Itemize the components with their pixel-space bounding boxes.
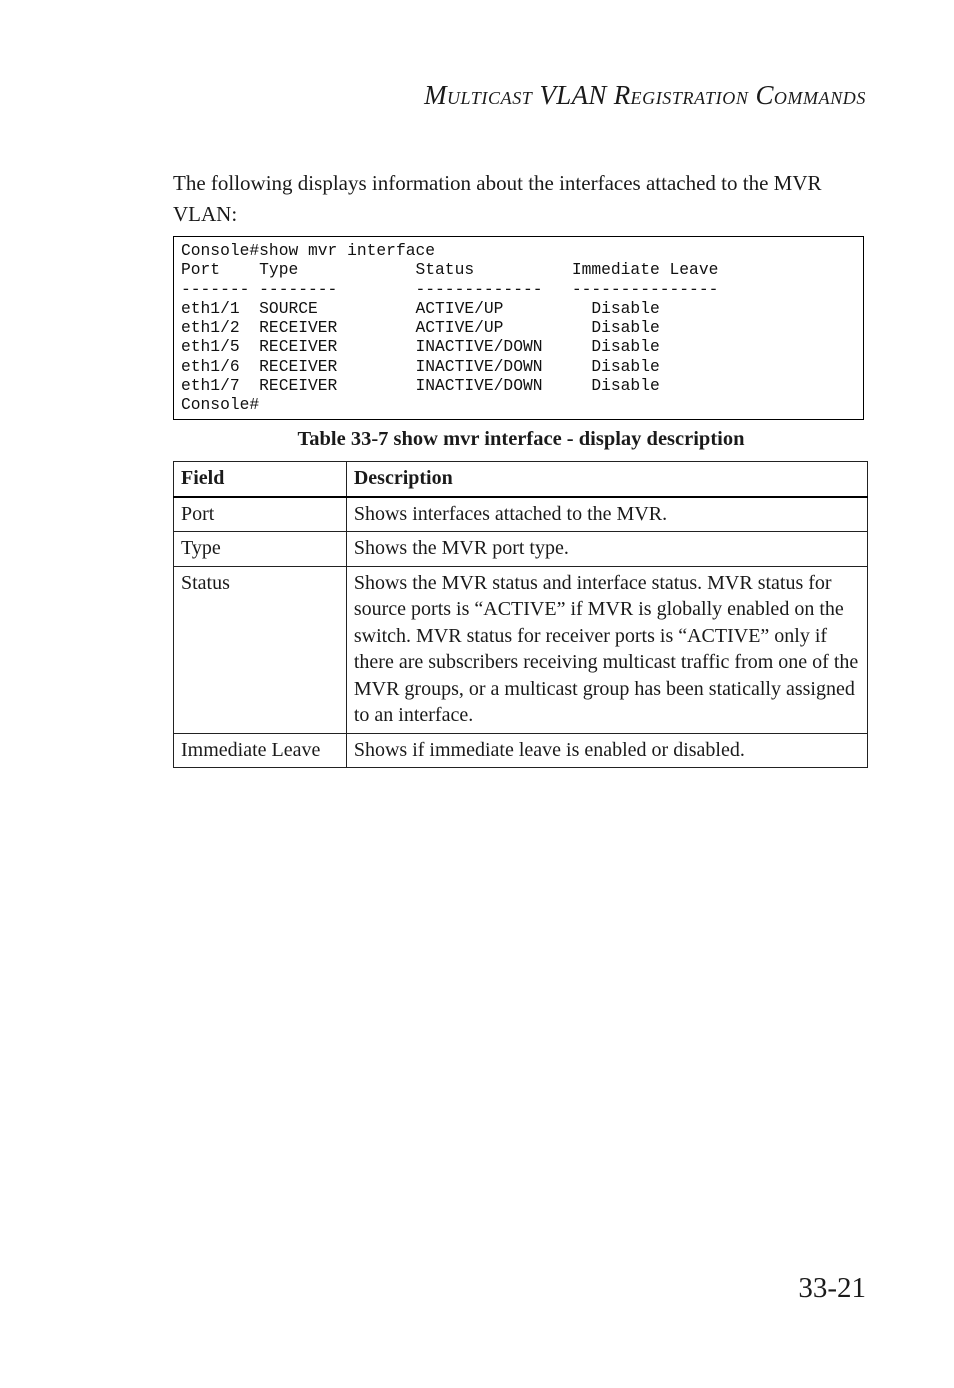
running-header xyxy=(424,80,866,111)
description-cell: Shows the MVR status and interface status. MVR status for source ports is “ACTIVE” if MVR is globally enabled on the switch. MVR status for receiver ports is “ACTIVE” only if there are subscribers receiving multicast traffic from one of the MVR groups, or a multicast group has been statically assigned to an interface. xyxy=(346,566,867,733)
intro-paragraph: The following displays information about the interfaces attached to the MVR VLAN: xyxy=(173,171,822,226)
console-output-box xyxy=(173,236,864,420)
column-header-field: Field xyxy=(174,462,347,497)
console-line: ------- -------- ------------- --------------- xyxy=(181,279,719,299)
column-header-description: Description xyxy=(346,462,867,497)
console-output xyxy=(181,241,863,415)
table-row xyxy=(174,497,868,532)
console-line: Console# xyxy=(181,395,260,415)
description-cell: Shows the MVR port type. xyxy=(346,532,867,567)
table-header-row xyxy=(174,462,868,497)
table-row xyxy=(174,532,868,567)
running-header-segment: M xyxy=(424,80,447,110)
console-line: eth1/7 RECEIVER INACTIVE/DOWN Disable xyxy=(181,376,660,396)
table-row xyxy=(174,733,868,768)
field-cell: Immediate Leave xyxy=(174,733,347,768)
console-line: eth1/2 RECEIVER ACTIVE/UP Disable xyxy=(181,318,660,338)
description-table xyxy=(173,461,868,768)
console-line: eth1/5 RECEIVER INACTIVE/DOWN Disable xyxy=(181,337,660,357)
console-line: Console#show mvr interface xyxy=(181,241,436,260)
description-cell: Shows interfaces attached to the MVR. xyxy=(346,497,867,532)
running-header-segment: C xyxy=(748,80,774,110)
table-caption: Table 33-7 show mvr interface - display description xyxy=(297,428,745,450)
running-header-segment: EGISTRATION xyxy=(630,88,749,108)
console-line: eth1/6 RECEIVER INACTIVE/DOWN Disable xyxy=(181,356,660,376)
field-cell: Port xyxy=(174,497,347,532)
running-header-segment: VLAN R xyxy=(532,80,631,110)
running-header-segment: OMMANDS xyxy=(773,88,866,108)
console-line: Port Type Status Immediate Leave xyxy=(181,260,719,280)
running-header-segment: ULTICAST xyxy=(446,88,533,108)
table-row xyxy=(174,566,868,733)
console-line: eth1/1 SOURCE ACTIVE/UP Disable xyxy=(181,298,660,318)
table-body xyxy=(174,497,868,768)
description-cell: Shows if immediate leave is enabled or disabled. xyxy=(346,733,867,768)
field-cell: Status xyxy=(174,566,347,733)
field-cell: Type xyxy=(174,532,347,567)
page-number: 33-21 xyxy=(798,1272,866,1304)
